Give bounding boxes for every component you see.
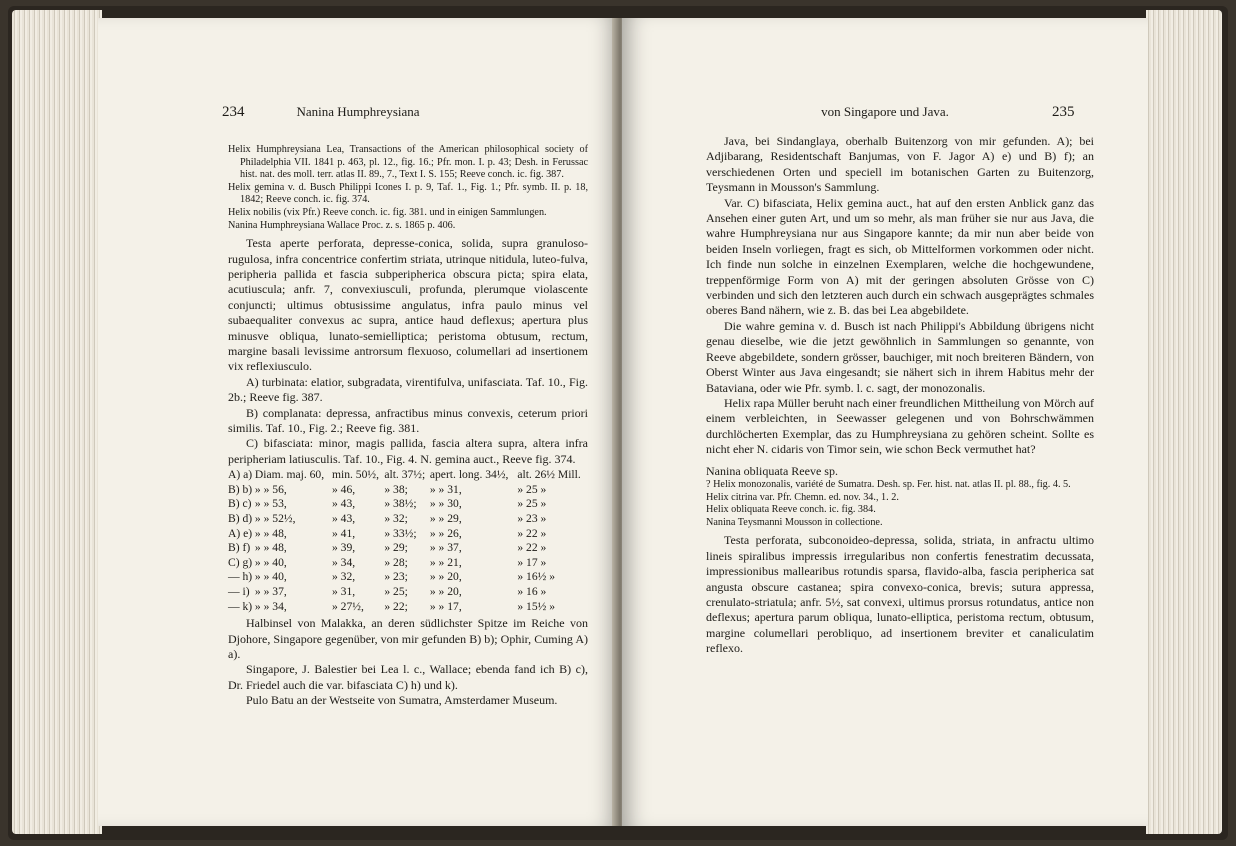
- left-running-head: Nanina Humphreysiana: [296, 104, 420, 119]
- synonym-entry: ? Helix monozonalis, variété de Sumatra. Desh. sp. Fer. hist. nat. atlas II. pl. 88., fig. 4. 5.: [706, 478, 1071, 490]
- variety-b: B) complanata: depressa, anfractibus minus convexis, ceterum priori similis. Taf. 10., Fig. 2.; Reeve fig. 381.: [228, 405, 588, 436]
- species-synonymy: [706, 479, 1094, 529]
- paragraph-gemina: Die wahre gemina v. d. Busch ist nach Philippi's Abbildung übrigens nicht genau dieselbe, wie die jetzt gewöhnlich in Sammlungen so genannte, von Reeve abgebildete, sondern grösser, bauchiger, mit noch breiteren Bändern, von Oberst Winter aus Java eingesandt; sie nähert sich in ihrem Habitus mehr der Bataviana, oder wie Pfr. symb. l. c. sagt, der monozonalis.: [706, 318, 1094, 395]
- variety-a: A) turbinata: elatior, subgradata, virentifulva, unifasciata. Taf. 10., Fig. 2b.; Reeve fig. 387.: [228, 374, 588, 405]
- synonym-entry: Nanina Humphreysiana Wallace Proc. z. s. 1865 p. 406.: [228, 219, 456, 231]
- synonym-entry: Nanina Teysmanni Mousson in collectione.: [706, 516, 883, 528]
- right-page-body: [706, 134, 1094, 657]
- table-row: B) b) » » 56, » 46, » 38; » » 31, » 25 »: [228, 482, 547, 496]
- measurements-table: [228, 468, 588, 614]
- synonym-entry: Helix Humphreysiana Lea, Transactions of the American philosophical society of Philadelphia VII. 1841 p. 463, pl. 12., fig. 16.; Pfr. mon. I. p. 43; Desh. in Ferussac hist. nat. des moll. terr. atlas II. 89., 7., Text I. S. 155; Reeve conch. ic. fig. 387.: [228, 144, 588, 181]
- latin-description: Testa aperte perforata, depresse-conica, solida, supra granuloso-rugulosa, infra concentrice confertim striata, utrinque nitidula, luteo-fulva, peripheria pallida et fascia subperipherica obscura picta; spira elata, acutiuscula; anfr. 7, convexiusculi, profunda, plerumque violascente conjuncti; ultimus obtusissime angulatus, infra paulo minus vel subaequaliter convexus ac supra, antice haud deflexus; apertura plus minusve obliqua, lunato-semielliptica; peristoma obtusum, rectum, margine basali levissime antrorsum flexuoso, columellari ad insertionem vix reflexiusculo.: [228, 236, 588, 374]
- synonym-entry: Helix obliquata Reeve conch. ic. fig. 384.: [706, 504, 876, 516]
- synonym-entry: Helix citrina var. Pfr. Chemn. ed. nov. 34., 1. 2.: [706, 491, 899, 503]
- right-running-head: von Singapore und Java.: [821, 104, 949, 119]
- table-row: B) c) » » 53, » 43, » 38½; » » 30, » 25 »: [228, 497, 547, 511]
- table-row: A) e) » » 48, » 41, » 33½; » » 26, » 22 »: [228, 526, 547, 540]
- right-page: [622, 18, 1148, 826]
- synonym-entry: Helix nobilis (vix Pfr.) Reeve conch. ic. fig. 381. und in einigen Sammlungen.: [228, 206, 547, 218]
- right-page-number: 235: [1052, 104, 1075, 120]
- table-row: B) f) » » 48, » 39, » 29; » » 37, » 22 »: [228, 541, 547, 555]
- paragraph-helix-rapa: Helix rapa Müller beruht nach einer freundlichen Mittheilung von Mörch auf einem verbleichten, in Seewasser gelegenen und von Bohrschwämmen durchlöcherten Exemplar, das zu Humphreysiana zu gehören scheint. Sollte es nicht eher N. cidaris von Timor sein, wie schon Beck vermuthet hat?: [706, 395, 1094, 457]
- paragraph-java: Java, bei Sindanglaya, oberhalb Buitenzorg von mir gefunden. A); bei Adjibarang, Residentschaft Banjumas, von F. Jagor A) e) und B) f); an verschiedenen Orten und speciell im botanischen Garten zu Buitenzorg, Teysmann in Mousson's Sammlung.: [706, 134, 1094, 195]
- variety-c: C) bifasciata: minor, magis pallida, fascia altera supra, altera infra peripheriam latiusculis. Taf. 10., Fig. 4. N. gemina auct., Reeve fig. 374.: [228, 436, 588, 466]
- paragraph-var-bifasciata: Var. C) bifasciata, Helix gemina auct., hat auf den ersten Anblick ganz das Ansehen einer guten Art, und um so mehr, als man früher sie nur aus Java, die wahre Humphreysiana nur aus Singapore kannte; da mir nun aber beide von beiden Inseln vorliegen, fragt es sich, ob Mittelformen vorkommen oder nicht. Ich finde nun solche in einzelnen Exemplaren, welche die hochgewundene, treppenförmige Form von A) mit der geringen absoluten Grösse von C) verbinden und sich den letzteren auch durch ein schwach ausgeprägtes schmales oberes Band nähern, wie z. B. das bei Lea abgebildete.: [706, 195, 1094, 318]
- left-page-body: [228, 144, 588, 709]
- synonym-entry: Helix gemina v. d. Busch Philippi Icones I. p. 9, Taf. 1., Fig. 1.; Pfr. symb. II. p. 18, 1842; Reeve conch. ic. fig. 374.: [228, 181, 588, 206]
- locality-malakka: Halbinsel von Malakka, an deren südlichster Spitze im Reiche von Djohore, Singapore gegenüber, von mir gefunden B) b); Ophir, Cuming A) a).: [228, 616, 588, 661]
- left-page-edges: [12, 10, 102, 834]
- table-row: — k) » » 34, » 27½, » 22; » » 17, » 15½ »: [228, 599, 556, 613]
- locality-singapore: Singapore, J. Balestier bei Lea l. c., Wallace; ebenda fand ich B) c), Dr. Friedel auch die var. bifasciata C) h) und k).: [228, 662, 588, 692]
- left-page: [98, 18, 618, 826]
- synonymy-list: [228, 144, 588, 232]
- table-row: A) a) Diam. maj. 60, min. 50½, alt. 37½; apert. long. 34½, alt. 26½ Mill.: [228, 468, 581, 482]
- table-row: B) d) » » 52½, » 43, » 32; » » 29, » 23 »: [228, 512, 547, 526]
- left-page-number: 234: [222, 104, 245, 120]
- species-description: Testa perforata, subconoideo-depressa, solida, striata, in anfractu ultimo lineis spiralibus impressis irregularibus non confertis fenestratim decussata, impressionibus mallearibus rotundis sparsa, flavido-alba, fascia peripherica sat angusta obscure castanea; spira convexo-conica, brevis; sutura appressa, crenulato-striatula; anfr. 5½, sat convexi, ultimus prorsus rotundatus, antice non deflexus; apertura parum obliqua, lunato-elliptica, peristoma rectum, obtusum, margine columellari perobliquo, ad insertionem breviter et canaliculatim reflexo.: [706, 533, 1094, 656]
- right-page-edges: [1146, 10, 1222, 834]
- table-row: C) g) » » 40, » 34, » 28; » » 21, » 17 »: [228, 555, 547, 569]
- species-title: Nanina obliquata Reeve sp.: [706, 463, 838, 478]
- locality-pulo-batu: Pulo Batu an der Westseite von Sumatra, Amsterdamer Museum.: [246, 693, 558, 708]
- table-row: — h) » » 40, » 32, » 23; » » 20, » 16½ »: [228, 570, 556, 584]
- table-row: — i) » » 37, » 31, » 25; » » 20, » 16 »: [228, 585, 547, 598]
